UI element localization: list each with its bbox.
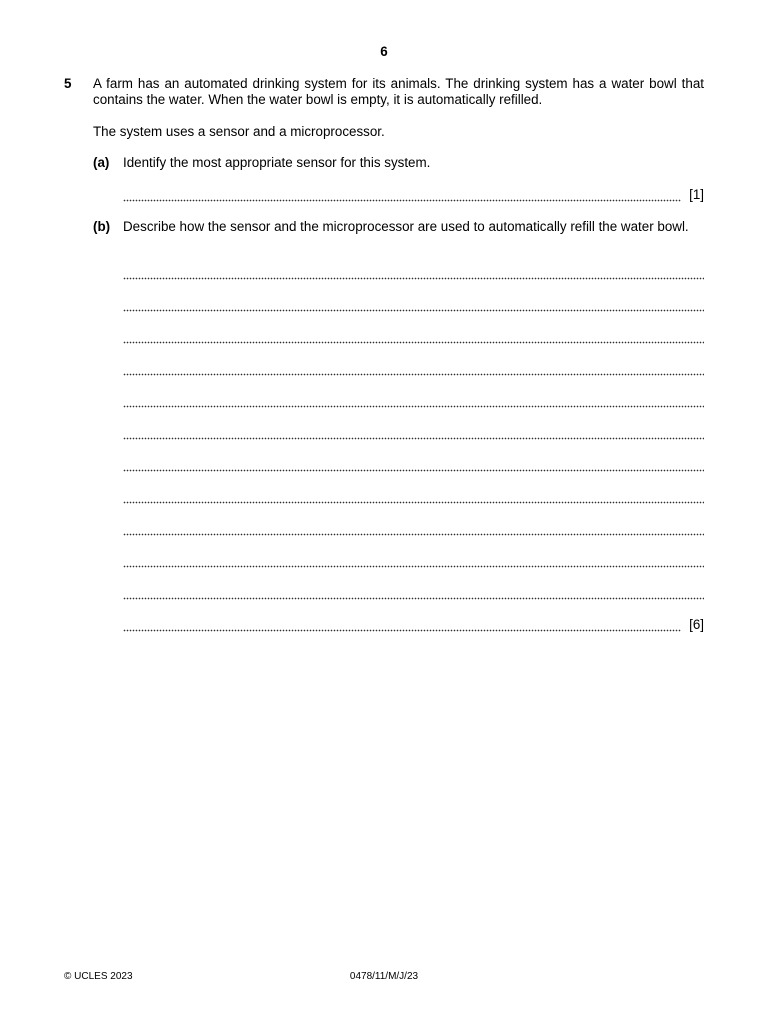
system-description: The system uses a sensor and a microprocessor. xyxy=(93,124,385,139)
part-b-answer-line-11[interactable] xyxy=(123,585,704,601)
part-a-marks: [1] xyxy=(689,187,704,202)
part-b-answer-line-9[interactable] xyxy=(123,521,704,537)
footer-paper-code: 0478/11/M/J/23 xyxy=(349,971,419,982)
part-b-answer-line-2[interactable] xyxy=(123,297,704,313)
part-b-answer-line-4[interactable] xyxy=(123,361,704,377)
part-b-answer-line-1[interactable] xyxy=(123,265,704,281)
part-b-answer-line-5[interactable] xyxy=(123,393,704,409)
answer-dots xyxy=(123,187,681,203)
part-b-marks: [6] xyxy=(689,617,704,632)
part-a-label: (a) xyxy=(93,155,110,170)
part-b-answer-line-7[interactable] xyxy=(123,457,704,473)
answer-dots xyxy=(123,361,704,377)
answer-dots xyxy=(123,425,704,441)
part-b-answer-line-8[interactable] xyxy=(123,489,704,505)
part-b-label: (b) xyxy=(93,219,111,234)
answer-dots xyxy=(123,457,704,473)
answer-dots xyxy=(123,393,704,409)
answer-dots xyxy=(123,489,704,505)
page-number: 6 xyxy=(380,44,388,59)
question-intro xyxy=(93,76,704,108)
part-b-answer-line-6[interactable] xyxy=(123,425,704,441)
answer-dots xyxy=(123,329,704,345)
answer-dots xyxy=(123,585,704,601)
question-intro-text: A farm has an automated drinking system for its animals. The drinking system has a water bowl that contains the water. When the water bowl is empty, it is automatically refilled. xyxy=(93,76,704,107)
part-b-answer-line-10[interactable] xyxy=(123,553,704,569)
question-number: 5 xyxy=(64,76,72,91)
part-a-answer-line[interactable] xyxy=(123,187,704,203)
answer-dots xyxy=(123,553,704,569)
answer-dots xyxy=(123,297,704,313)
footer-copyright: © UCLES 2023 xyxy=(64,971,133,982)
part-b-text: Describe how the sensor and the microprocessor are used to automatically refill the water bowl. xyxy=(123,219,689,234)
answer-dots xyxy=(123,521,704,537)
answer-dots xyxy=(123,617,681,633)
part-b-answer-line-12[interactable] xyxy=(123,617,704,633)
part-a-text: Identify the most appropriate sensor for this system. xyxy=(123,155,431,170)
part-b-answer-line-3[interactable] xyxy=(123,329,704,345)
answer-dots xyxy=(123,265,704,281)
